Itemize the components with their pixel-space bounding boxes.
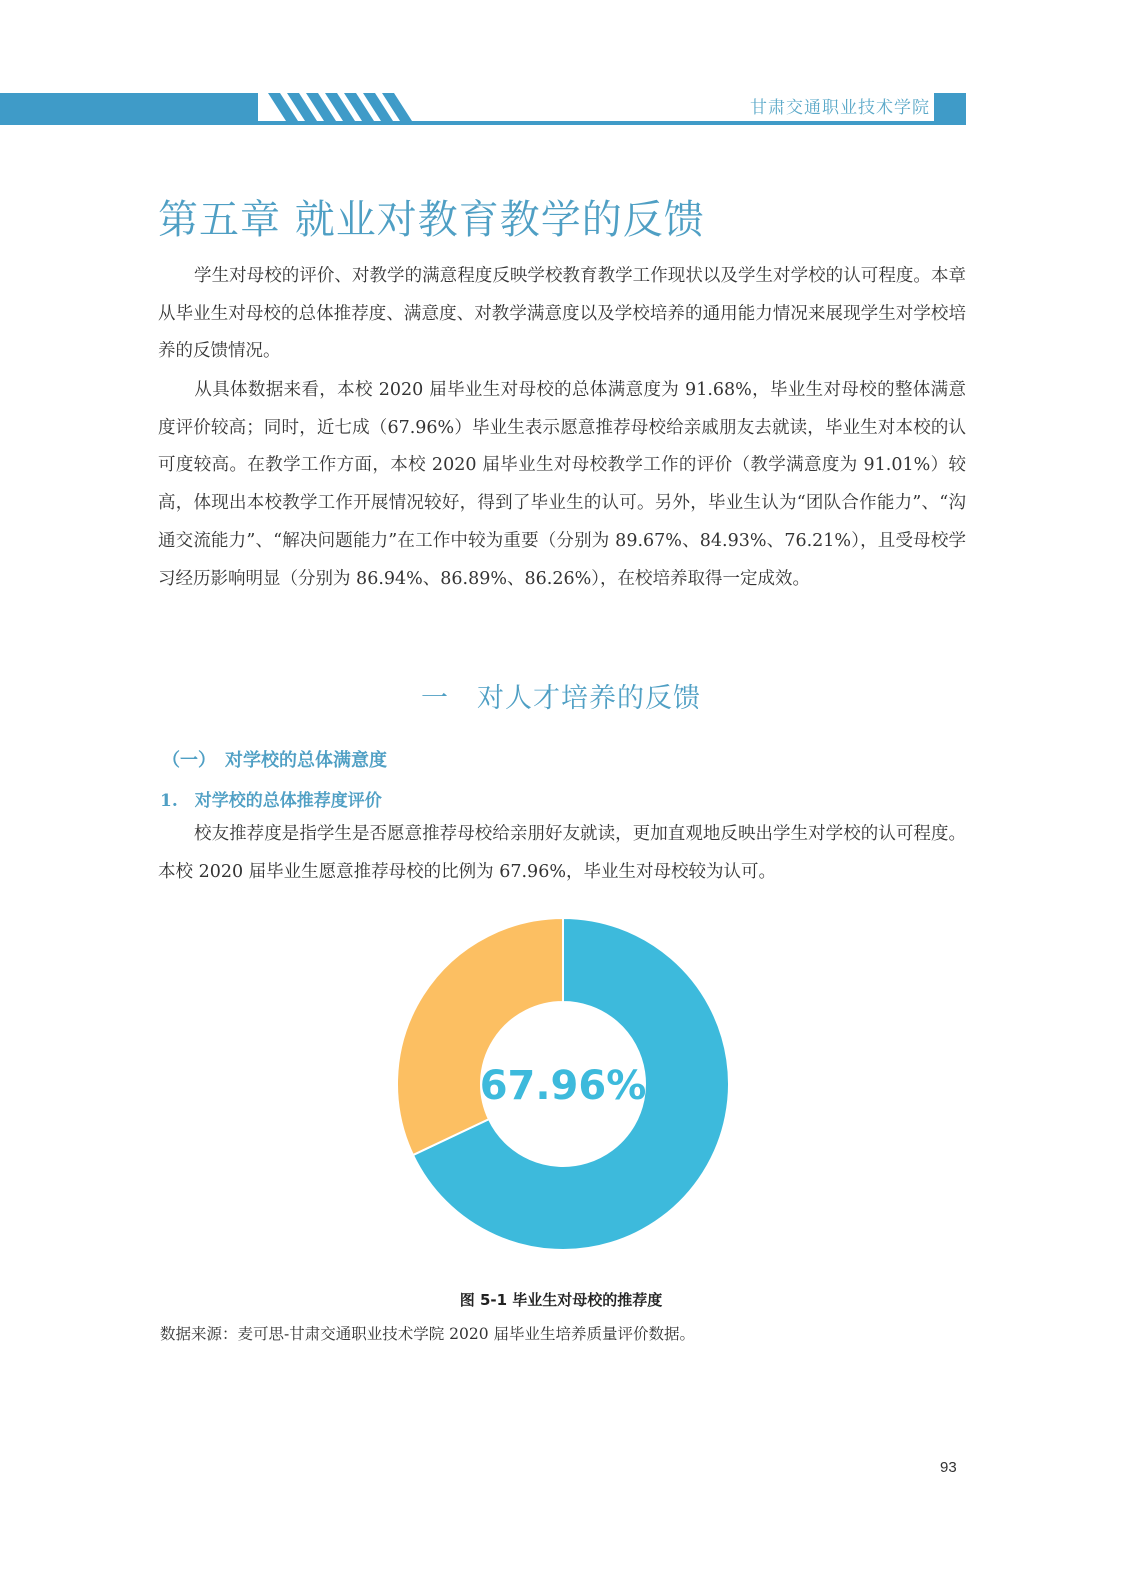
chapter-title: 第五章 就业对教育教学的反馈 <box>158 197 705 243</box>
header-bar-thin-line <box>258 121 934 125</box>
donut-chart-svg <box>396 917 730 1251</box>
page-number: 93 <box>940 1459 957 1476</box>
header-school-name: 甘肃交通职业技术学院 <box>750 98 930 118</box>
intro-paragraph-1: 学生对母校的评价、对教学的满意程度反映学校教育教学工作现状以及学生对学校的认可程度。本章从毕业生对母校的总体推荐度、满意度、对教学满意度以及学校培养的通用能力情况来展现学生对学校培养的反馈情况。 <box>158 266 966 362</box>
donut-center-label: 67.96% <box>479 1063 647 1109</box>
figure-caption: 图 5-1 毕业生对母校的推荐度 <box>459 1291 663 1309</box>
header-stripes <box>268 93 412 121</box>
header-bar-left <box>0 93 258 125</box>
source-note: 数据来源：麦可思-甘肃交通职业技术学院 2020 届毕业生培养质量评价数据。 <box>160 1325 696 1343</box>
subsection-title: （一） 对学校的总体满意度 <box>162 750 387 771</box>
body-paragraph: 校友推荐度是指学生是否愿意推荐母校给亲朋好友就读，更加直观地反映出学生对学校的认可程度。本校 2020 届毕业生愿意推荐母校的比例为 67.96%，毕业生对母校较为认可。 <box>158 824 966 882</box>
donut-slice-other <box>397 918 563 1155</box>
header-bar-right-block <box>934 93 966 125</box>
section-title: 一 对人才培养的反馈 <box>421 683 701 714</box>
sub-subsection-title: 1. 对学校的总体推荐度评价 <box>160 791 382 811</box>
intro-paragraph-2: 从具体数据来看，本校 2020 届毕业生对母校的总体满意度为 91.68%，毕业生对母校的整体满意度评价较高；同时，近七成（67.96%）毕业生表示愿意推荐母校给亲戚朋友去就读，毕业生对本校的认可度较高。在教学工作方面，本校 2020 届毕业生对母校教学工作的评价（教学满意度为 91.01%）较高，体现出本校教学工作开展情况较好，得到了毕业生的认可。另外，毕业生认为“团队合作能力”、“沟通交流能力”、“解决问题能力”在工作中较为重要（分别为 89.67%、84.93%、76.21%），且受母校学习经历影响明显（分别为 86.94%、86.89%、86.26%），在校培养取得一定成效。 <box>158 380 966 589</box>
donut-chart <box>396 917 730 1251</box>
